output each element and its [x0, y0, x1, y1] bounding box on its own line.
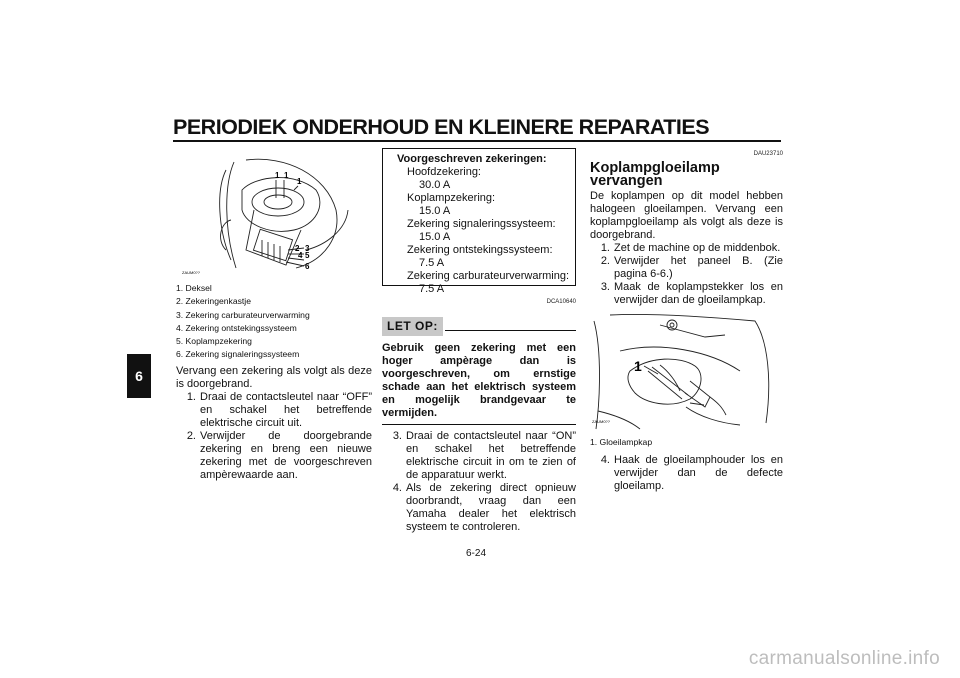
- caution-text: Gebruik geen zekering met een hoger ampèrage dan is voorgeschreven, om ernstige schade aan het elektrisch systeem en mogelijk brandgevaar te vermijden.: [382, 342, 576, 425]
- step-list: [382, 430, 576, 534]
- list-item: [382, 482, 576, 534]
- step-text: Haak de gloeilamphouder los en verwijder dan de defecte gloeilamp.: [614, 454, 783, 493]
- column-headlight-bulb: [590, 148, 783, 493]
- list-item: [176, 391, 372, 430]
- callout-label: 1: [634, 358, 642, 374]
- step-number: 2.: [600, 255, 610, 267]
- caption-item: 1. Deksel: [176, 283, 212, 293]
- caution-rule: [445, 330, 576, 332]
- title-rule: [173, 140, 781, 142]
- callout-label: 5: [305, 251, 310, 260]
- caption-item: 3. Zekering carburateurverwarming: [176, 309, 310, 320]
- step-number: 1.: [600, 242, 610, 254]
- step-number: 4.: [600, 454, 610, 467]
- fuse-value: 15.0 A: [419, 205, 451, 217]
- step-text: Draai de contactsleutel naar “OFF” en schakel het betreffende elektrische circuit uit.: [200, 390, 372, 429]
- list-item: [590, 454, 783, 493]
- callout-label: 1: [297, 177, 302, 186]
- bulb-cover-drawing: [590, 311, 780, 433]
- fuse-label: Hoofdzekering:: [407, 166, 481, 178]
- list-item: [590, 242, 783, 255]
- section-heading: Koplampgloeilamp vervangen: [590, 160, 720, 189]
- figure-code: ZAUM0??: [592, 419, 611, 424]
- watermark: carmanualsonline.info: [748, 648, 940, 669]
- fuse-value: 30.0 A: [419, 179, 451, 191]
- fuse-label: Koplampzekering:: [407, 192, 496, 204]
- fuse-spec-box: [382, 148, 576, 295]
- step-number: 3.: [600, 281, 610, 293]
- step-text: Zet de machine op de middenbok.: [614, 242, 781, 254]
- step-text: Draai de contactsleutel naar “ON” en schakel het betreffende elektrische circuit in om te zien of de apparatuur werkt.: [406, 430, 576, 481]
- caption-item: 1. Gloeilampkap: [590, 437, 653, 447]
- callout-label: 1: [284, 171, 289, 180]
- column-fuses-procedure: [176, 150, 372, 482]
- list-item: [382, 430, 576, 482]
- caption-item: 2. Zekeringenkastje: [176, 296, 251, 307]
- column-fuse-specs: [382, 148, 576, 534]
- caution-header: [382, 317, 576, 336]
- page-title: PERIODIEK ONDERHOUD EN KLEINERE REPARATIES: [173, 115, 710, 139]
- step-text: Maak de koplampstekker los en verwijder dan de gloeilampkap.: [614, 281, 783, 306]
- fuse-value: 15.0 A: [419, 231, 451, 243]
- page-number: 6-24: [466, 548, 487, 559]
- reference-code: DAU23710: [753, 151, 783, 157]
- step-number: 1.: [186, 390, 196, 403]
- fuse-value: 7.5 A: [419, 257, 445, 269]
- callout-label: 6: [305, 262, 310, 271]
- step-list: [176, 391, 372, 482]
- callout-label: 1: [275, 171, 280, 180]
- step-text: Verwijder het paneel B. (Zie pagina 6-6.): [614, 255, 783, 280]
- fuse-value: 7.5 A: [419, 283, 445, 295]
- step-number: 2.: [186, 429, 196, 442]
- callout-label: 4: [298, 251, 303, 260]
- list-item: [590, 255, 783, 281]
- step-list: [590, 454, 783, 493]
- list-item: [590, 281, 783, 307]
- caption-item: 6. Zekering signaleringssysteem: [176, 349, 300, 360]
- step-number: 4.: [392, 482, 402, 494]
- fuse-label: Zekering ontstekingssysteem:: [407, 244, 553, 256]
- intro-paragraph: De koplampen op dit model hebben halogeen gloeilampen. Vervang een koplampgloeilamp als volgt als deze is doorgebrand.: [590, 190, 783, 241]
- bulb-cover-illustration: [590, 311, 780, 433]
- step-list: [590, 242, 783, 307]
- callout-label: 3: [305, 244, 310, 253]
- fuse-label: Zekering carburateurverwarming:: [407, 270, 570, 282]
- step-text: Als de zekering direct opnieuw doorbrandt, vraag dan een Yamaha dealer het elektrisch systeem te controleren.: [406, 482, 576, 533]
- step-text: Verwijder de doorgebrande zekering en breng een nieuwe zekering met de voorgeschreven ampèrewaarde aan.: [200, 429, 372, 481]
- reference-code: DCA10640: [546, 299, 576, 305]
- fuse-label: Zekering signaleringssysteem:: [407, 218, 556, 230]
- figure-captions: [176, 282, 372, 362]
- figure-captions: [590, 436, 783, 449]
- caption-item: 5. Koplampzekering: [176, 336, 252, 347]
- fuse-spec-heading: Voorgeschreven zekeringen:: [397, 153, 547, 165]
- fuse-box-illustration: [176, 150, 372, 278]
- figure-code: ZAUM0??: [182, 270, 201, 275]
- intro-paragraph: Vervang een zekering als volgt als deze is doorgebrand.: [176, 364, 372, 390]
- step-number: 3.: [392, 430, 402, 442]
- caption-item: 4. Zekering ontstekingssysteem: [176, 322, 297, 333]
- chapter-tab: 6: [127, 354, 151, 398]
- fuse-box-drawing: [176, 150, 372, 278]
- caution-badge: LET OP:: [382, 317, 443, 336]
- list-item: [176, 430, 372, 482]
- callout-label: 2: [295, 244, 300, 253]
